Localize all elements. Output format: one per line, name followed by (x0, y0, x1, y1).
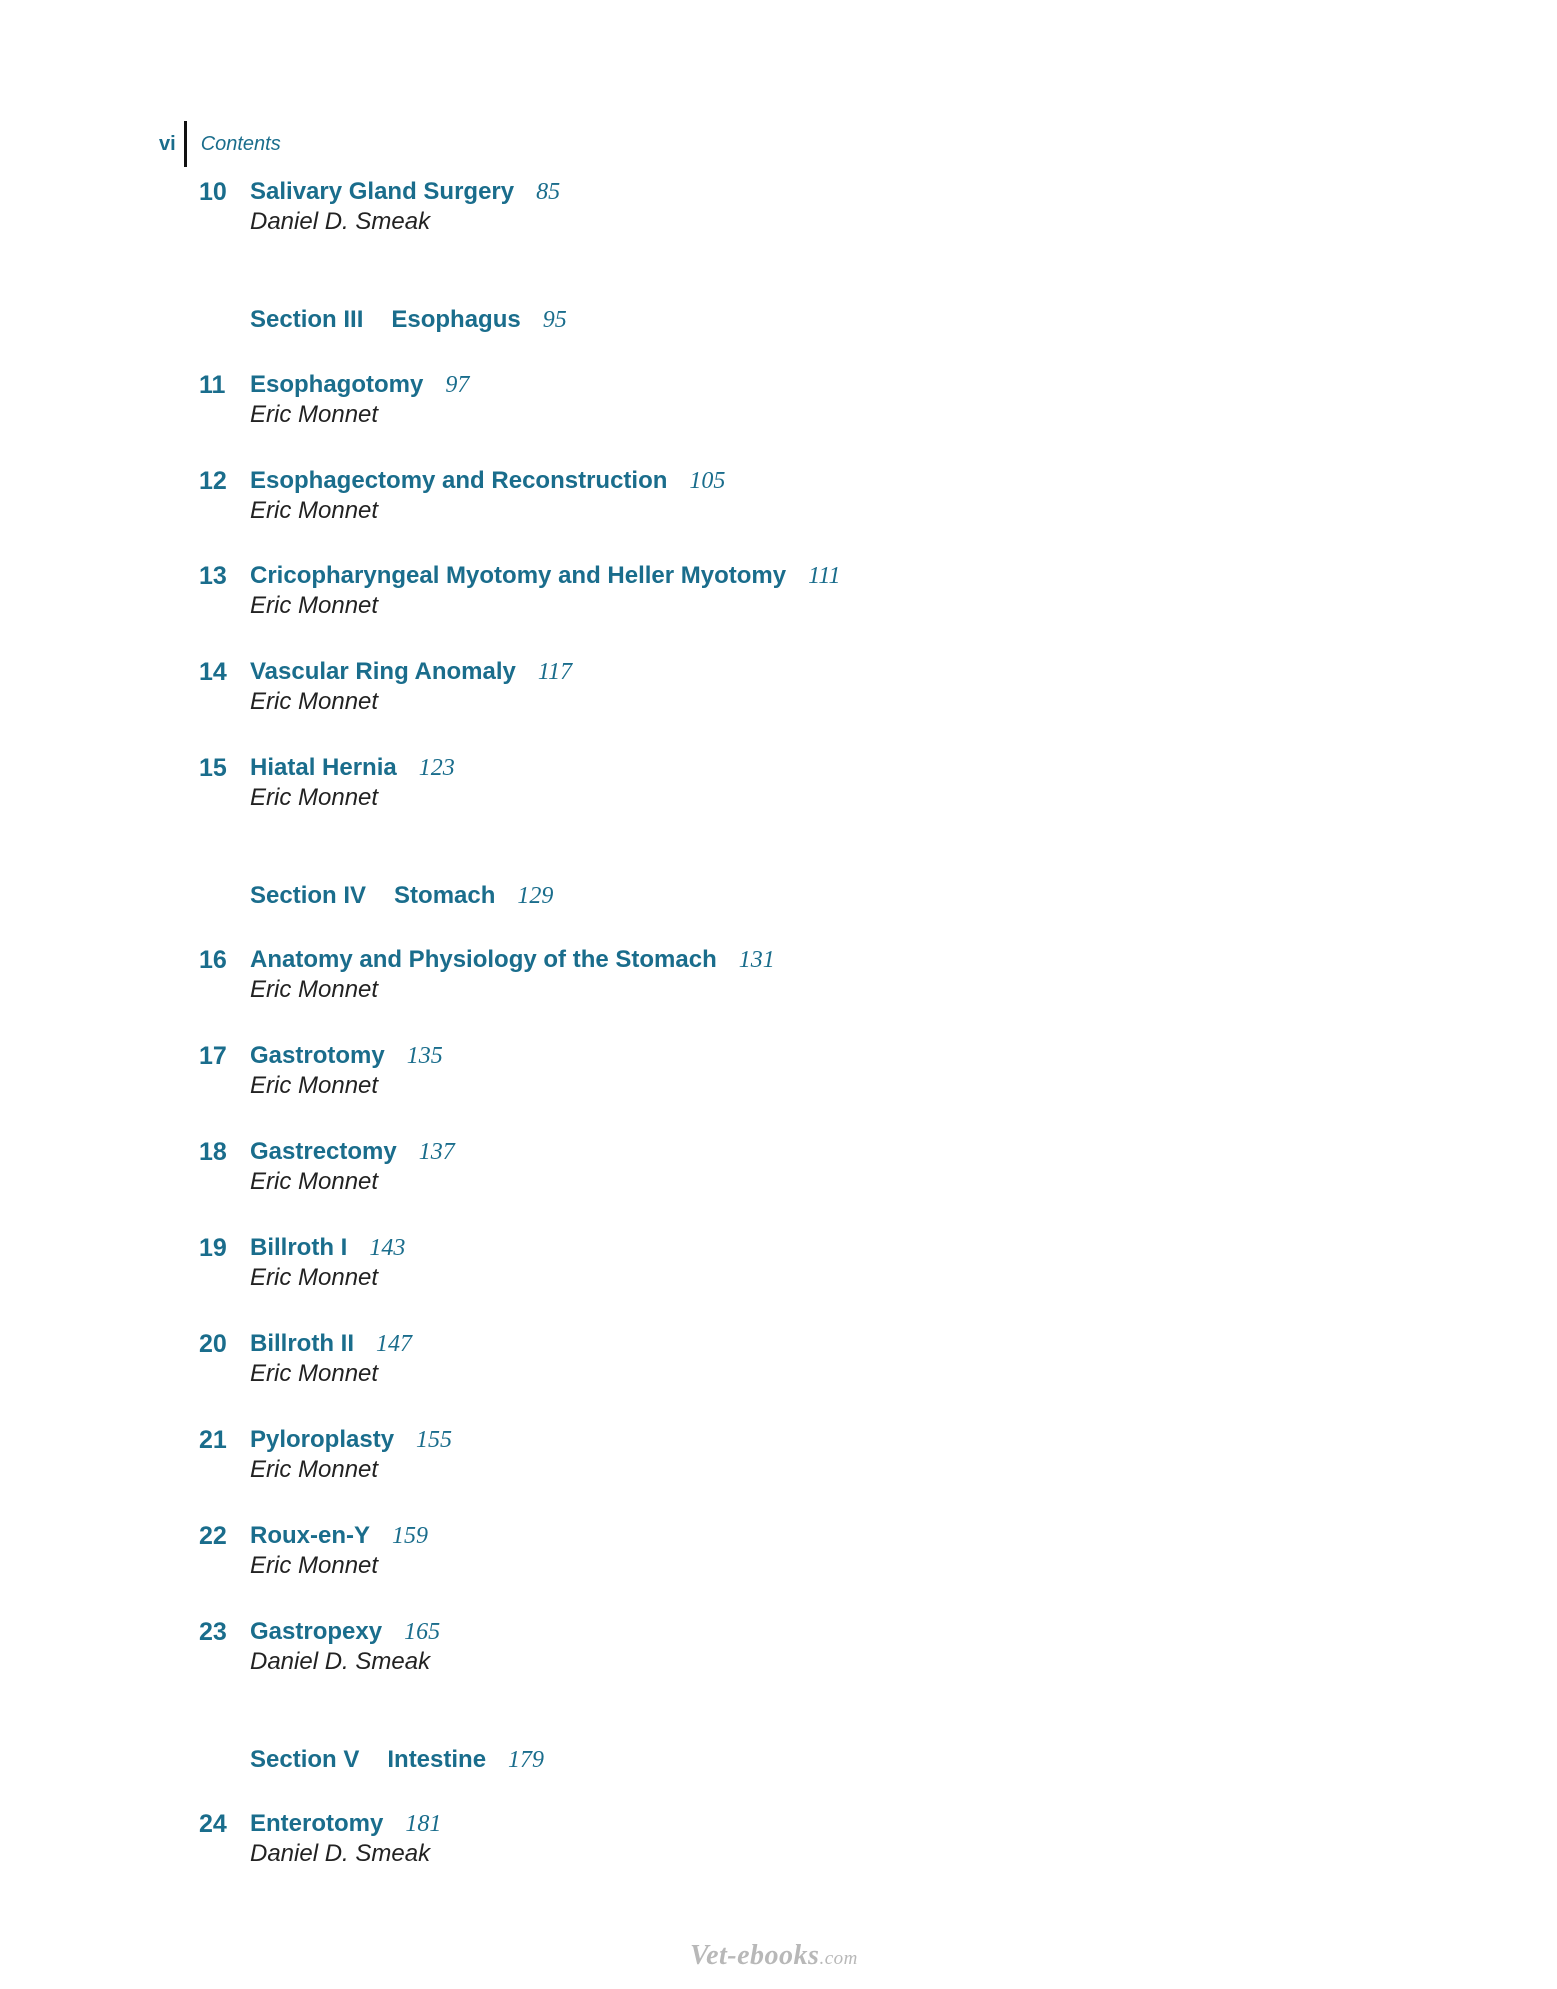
chapter-page: 97 (445, 372, 470, 398)
chapter-page: 165 (404, 1619, 441, 1645)
chapter-author: Eric Monnet (250, 1552, 379, 1579)
chapter-author: Daniel D. Smeak (250, 208, 431, 235)
section-heading[interactable] (250, 303, 567, 337)
chapter-title-text: Roux-en-Y (250, 1522, 370, 1549)
chapter-entry[interactable] (0, 559, 1400, 619)
section-label: Section V (250, 1746, 360, 1773)
chapter-entry[interactable] (0, 1327, 1400, 1387)
chapter-number: 18 (199, 1138, 227, 1166)
chapter-number: 20 (199, 1330, 227, 1358)
section-name: Esophagus (391, 306, 521, 333)
chapter-number: 10 (199, 178, 227, 206)
section-page: 129 (517, 883, 554, 909)
chapter-page: 123 (418, 755, 455, 781)
chapter-entry[interactable] (0, 943, 1400, 1003)
chapter-title (250, 943, 775, 977)
chapter-title-text: Enterotomy (250, 1810, 384, 1837)
chapter-title-text: Anatomy and Physiology of the Stomach (250, 946, 717, 973)
chapter-title (250, 1135, 455, 1169)
chapter-title (250, 1327, 412, 1361)
chapter-title (250, 1231, 405, 1265)
chapter-author: Eric Monnet (250, 1168, 379, 1195)
chapter-title (250, 751, 455, 785)
chapter-page: 85 (536, 179, 561, 205)
section-name: Stomach (394, 882, 496, 909)
section-heading[interactable] (250, 879, 553, 913)
chapter-author: Daniel D. Smeak (250, 1840, 431, 1867)
chapter-author: Eric Monnet (250, 1360, 379, 1387)
section-label: Section IV (250, 882, 367, 909)
chapter-number: 16 (199, 946, 227, 974)
chapter-entry[interactable] (0, 1519, 1400, 1579)
chapter-title (250, 1519, 428, 1553)
chapter-entry[interactable] (0, 1807, 1400, 1867)
chapter-number: 15 (199, 754, 227, 782)
chapter-number: 22 (199, 1522, 227, 1550)
chapter-author: Daniel D. Smeak (250, 1648, 431, 1675)
chapter-title-text: Vascular Ring Anomaly (250, 658, 516, 685)
chapter-title (250, 368, 469, 402)
chapter-title (250, 175, 560, 209)
watermark-logo: Vet-ebooks.com (690, 1940, 858, 1971)
chapter-number: 24 (199, 1810, 227, 1838)
running-title: Contents (200, 132, 281, 155)
chapter-title-text: Esophagotomy (250, 371, 424, 398)
chapter-title-text: Gastrotomy (250, 1042, 385, 1069)
chapter-author: Eric Monnet (250, 1072, 379, 1099)
chapter-page: 137 (418, 1139, 455, 1165)
chapter-entry[interactable] (0, 1135, 1400, 1195)
chapter-title-text: Esophagectomy and Reconstruction (250, 467, 668, 494)
section-page: 179 (508, 1747, 545, 1773)
section-name: Intestine (387, 1746, 487, 1773)
chapter-title (250, 655, 572, 689)
chapter-page: 105 (689, 468, 726, 494)
chapter-entry[interactable] (0, 1423, 1400, 1483)
chapter-title-text: Salivary Gland Surgery (250, 178, 515, 205)
chapter-title-text: Gastrectomy (250, 1138, 397, 1165)
chapter-entry[interactable] (0, 368, 1400, 428)
chapter-title (250, 1615, 440, 1649)
chapter-number: 12 (199, 467, 227, 495)
section-label: Section III (250, 306, 364, 333)
page-number: vi (159, 133, 176, 155)
chapter-number: 14 (199, 658, 227, 686)
running-header (159, 121, 281, 167)
chapter-title (250, 1423, 452, 1457)
chapter-page: 135 (406, 1043, 443, 1069)
chapter-title-text: Billroth I (250, 1234, 348, 1261)
chapter-author: Eric Monnet (250, 401, 379, 428)
chapter-author: Eric Monnet (250, 497, 379, 524)
chapter-page: 147 (376, 1331, 412, 1357)
chapter-author: Eric Monnet (250, 976, 379, 1003)
chapter-title (250, 1807, 441, 1841)
chapter-author: Eric Monnet (250, 688, 379, 715)
chapter-title-text: Cricopharyngeal Myotomy and Heller Myotomy (250, 562, 787, 589)
chapter-entry[interactable] (0, 1615, 1400, 1675)
chapter-page: 143 (369, 1235, 406, 1261)
chapter-entry[interactable] (0, 464, 1400, 524)
chapter-author: Eric Monnet (250, 784, 379, 811)
chapter-entry[interactable] (0, 655, 1400, 715)
chapter-page: 117 (537, 659, 573, 685)
chapter-title-text: Billroth II (250, 1330, 354, 1357)
chapter-number: 11 (199, 371, 226, 399)
chapter-number: 13 (199, 562, 227, 590)
chapter-number: 19 (199, 1234, 227, 1262)
section-heading[interactable] (250, 1743, 544, 1777)
chapter-number: 23 (199, 1618, 227, 1646)
chapter-entry[interactable] (0, 1039, 1400, 1099)
chapter-title-text: Gastropexy (250, 1618, 383, 1645)
chapter-author: Eric Monnet (250, 1264, 379, 1291)
chapter-page: 181 (405, 1811, 442, 1837)
chapter-entry[interactable] (0, 175, 1400, 235)
chapter-number: 17 (199, 1042, 227, 1070)
chapter-title-text: Pyloroplasty (250, 1426, 395, 1453)
chapter-author: Eric Monnet (250, 592, 379, 619)
chapter-title (250, 464, 725, 498)
chapter-title (250, 1039, 443, 1073)
chapter-entry[interactable] (0, 751, 1400, 811)
chapter-title-text: Hiatal Hernia (250, 754, 397, 781)
chapter-page: 111 (808, 563, 841, 589)
chapter-page: 131 (738, 947, 775, 973)
section-page: 95 (542, 307, 567, 333)
chapter-page: 159 (392, 1523, 428, 1549)
chapter-author: Eric Monnet (250, 1456, 379, 1483)
chapter-page: 155 (416, 1427, 453, 1453)
chapter-title (250, 559, 841, 593)
chapter-entry[interactable] (0, 1231, 1400, 1291)
chapter-number: 21 (199, 1426, 227, 1454)
